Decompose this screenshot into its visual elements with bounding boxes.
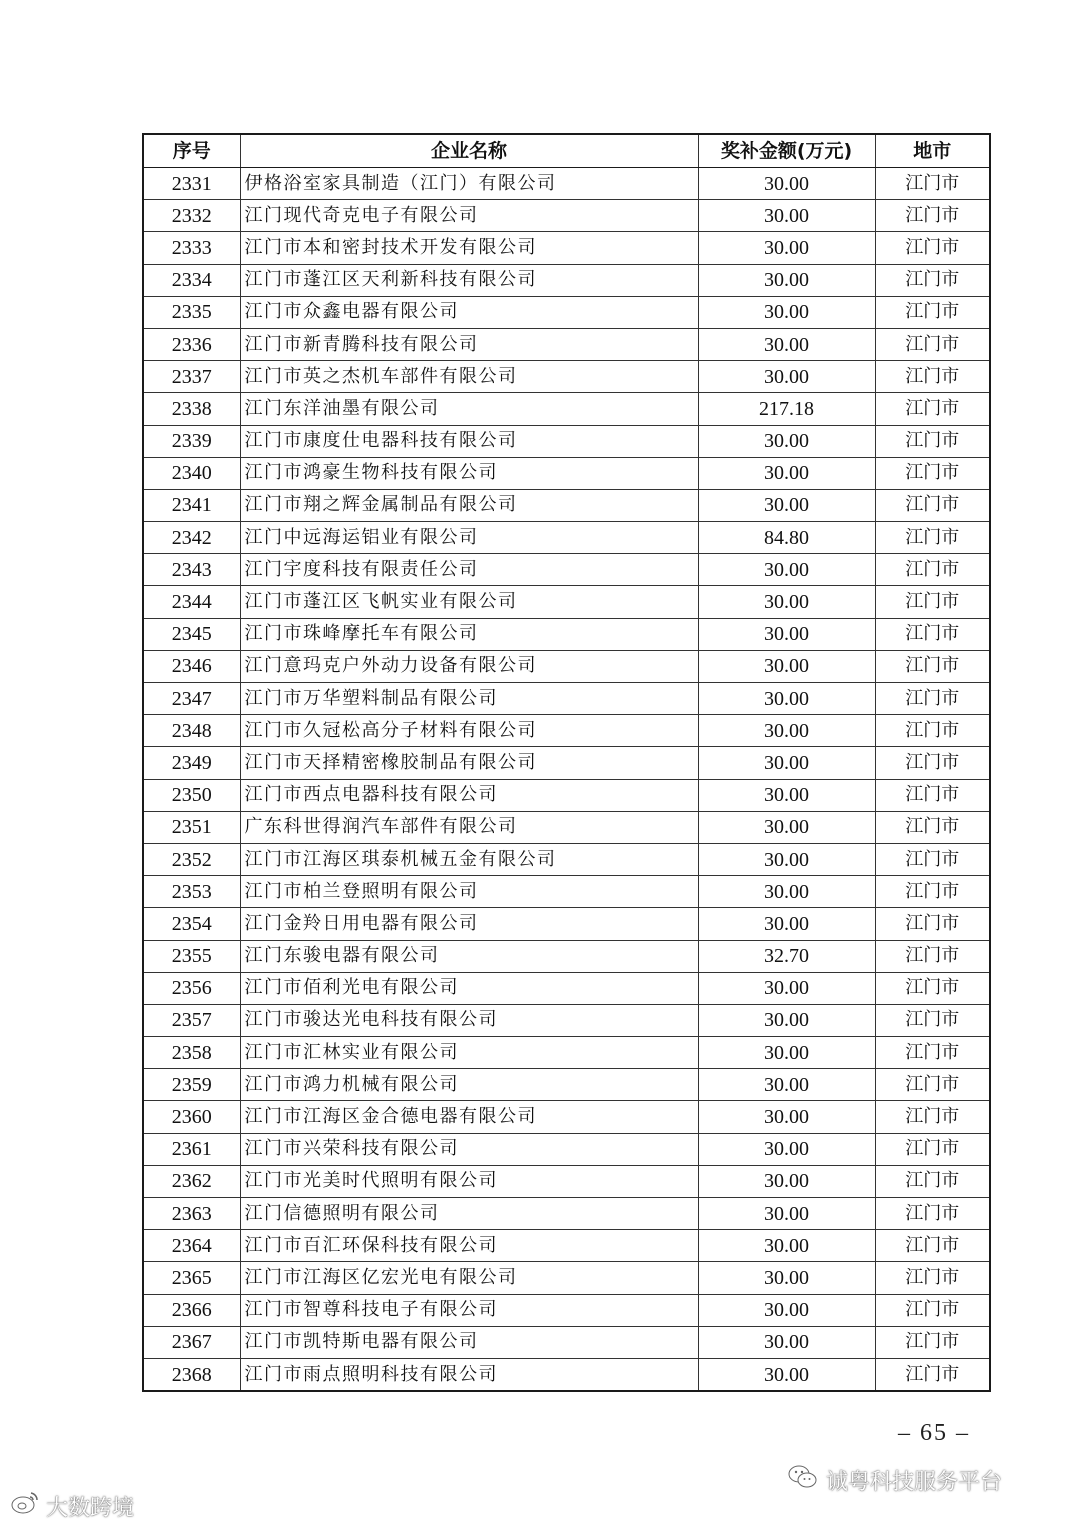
table-row (143, 908, 990, 940)
cell-city: 江门市 (875, 393, 990, 425)
cell-serial-number: 2365 (143, 1262, 240, 1294)
cell-city: 江门市 (875, 1230, 990, 1262)
cell-city: 江门市 (875, 1326, 990, 1358)
table-row (143, 715, 990, 747)
cell-serial-number: 2356 (143, 972, 240, 1004)
table-row (143, 232, 990, 264)
cell-subsidy-amount: 84.80 (698, 522, 875, 554)
cell-company-name: 江门金羚日用电器有限公司 (240, 908, 698, 940)
table-header (143, 134, 990, 168)
cell-city: 江门市 (875, 1069, 990, 1101)
cell-subsidy-amount: 30.00 (698, 1165, 875, 1197)
cell-city: 江门市 (875, 908, 990, 940)
table-row (143, 876, 990, 908)
table-row (143, 1294, 990, 1326)
cell-serial-number: 2344 (143, 586, 240, 618)
cell-serial-number: 2345 (143, 618, 240, 650)
table-row (143, 779, 990, 811)
table-row (143, 940, 990, 972)
cell-city: 江门市 (875, 232, 990, 264)
cell-serial-number: 2355 (143, 940, 240, 972)
cell-serial-number: 2362 (143, 1165, 240, 1197)
cell-serial-number: 2353 (143, 876, 240, 908)
cell-company-name: 江门东洋油墨有限公司 (240, 393, 698, 425)
cell-subsidy-amount: 30.00 (698, 1230, 875, 1262)
cell-subsidy-amount: 30.00 (698, 618, 875, 650)
cell-company-name: 江门市鸿力机械有限公司 (240, 1069, 698, 1101)
cell-subsidy-amount: 30.00 (698, 264, 875, 296)
table-row (143, 554, 990, 586)
cell-serial-number: 2347 (143, 683, 240, 715)
table-row (143, 1069, 990, 1101)
cell-city: 江门市 (875, 843, 990, 875)
cell-subsidy-amount: 30.00 (698, 586, 875, 618)
table-row (143, 586, 990, 618)
cell-subsidy-amount: 30.00 (698, 683, 875, 715)
cell-company-name: 江门市佰利光电有限公司 (240, 972, 698, 1004)
table-row (143, 1358, 990, 1391)
cell-serial-number: 2364 (143, 1230, 240, 1262)
cell-serial-number: 2343 (143, 554, 240, 586)
cell-city: 江门市 (875, 200, 990, 232)
cell-city: 江门市 (875, 457, 990, 489)
cell-serial-number: 2350 (143, 779, 240, 811)
cell-city: 江门市 (875, 1037, 990, 1069)
cell-subsidy-amount: 30.00 (698, 554, 875, 586)
cell-subsidy-amount: 30.00 (698, 1358, 875, 1391)
cell-city: 江门市 (875, 1133, 990, 1165)
cell-company-name: 江门中远海运铝业有限公司 (240, 522, 698, 554)
table-row (143, 1326, 990, 1358)
cell-company-name: 江门市智尊科技电子有限公司 (240, 1294, 698, 1326)
cell-subsidy-amount: 30.00 (698, 1294, 875, 1326)
cell-company-name: 江门市汇林实业有限公司 (240, 1037, 698, 1069)
cell-subsidy-amount: 30.00 (698, 908, 875, 940)
cell-serial-number: 2332 (143, 200, 240, 232)
cell-serial-number: 2354 (143, 908, 240, 940)
cell-company-name: 江门市江海区金合德电器有限公司 (240, 1101, 698, 1133)
cell-company-name: 江门市雨点照明科技有限公司 (240, 1358, 698, 1391)
cell-company-name: 江门市鸿豪生物科技有限公司 (240, 457, 698, 489)
cell-serial-number: 2367 (143, 1326, 240, 1358)
cell-serial-number: 2361 (143, 1133, 240, 1165)
cell-company-name: 江门市江海区亿宏光电有限公司 (240, 1262, 698, 1294)
cell-serial-number: 2348 (143, 715, 240, 747)
cell-city: 江门市 (875, 425, 990, 457)
cell-company-name: 江门市凯特斯电器有限公司 (240, 1326, 698, 1358)
subsidy-table (142, 133, 991, 1392)
cell-city: 江门市 (875, 586, 990, 618)
cell-subsidy-amount: 30.00 (698, 1133, 875, 1165)
table-row (143, 618, 990, 650)
table-row (143, 361, 990, 393)
cell-city: 江门市 (875, 522, 990, 554)
table-row (143, 425, 990, 457)
table-row (143, 747, 990, 779)
table-row (143, 1262, 990, 1294)
cell-subsidy-amount: 30.00 (698, 715, 875, 747)
cell-city: 江门市 (875, 650, 990, 682)
cell-city: 江门市 (875, 940, 990, 972)
cell-serial-number: 2349 (143, 747, 240, 779)
table-row (143, 168, 990, 200)
table-row (143, 1133, 990, 1165)
cell-city: 江门市 (875, 168, 990, 200)
cell-city: 江门市 (875, 1165, 990, 1197)
cell-city: 江门市 (875, 1358, 990, 1391)
cell-subsidy-amount: 30.00 (698, 200, 875, 232)
cell-subsidy-amount: 30.00 (698, 811, 875, 843)
table-row (143, 457, 990, 489)
header-serial-number: 序号 (143, 134, 240, 168)
cell-city: 江门市 (875, 618, 990, 650)
cell-subsidy-amount: 30.00 (698, 1069, 875, 1101)
watermark-platform (788, 1464, 1002, 1496)
cell-serial-number: 2339 (143, 425, 240, 457)
cell-company-name: 江门市天择精密橡胶制品有限公司 (240, 747, 698, 779)
header-subsidy-amount: 奖补金额(万元) (698, 134, 875, 168)
table-row (143, 328, 990, 360)
cell-serial-number: 2333 (143, 232, 240, 264)
table-row (143, 1101, 990, 1133)
cell-city: 江门市 (875, 1294, 990, 1326)
table-row (143, 489, 990, 521)
table-row (143, 811, 990, 843)
cell-subsidy-amount: 30.00 (698, 972, 875, 1004)
table-row (143, 1037, 990, 1069)
weibo-icon (10, 1490, 40, 1522)
cell-subsidy-amount: 30.00 (698, 328, 875, 360)
cell-company-name: 江门信德照明有限公司 (240, 1198, 698, 1230)
cell-company-name: 江门市本和密封技术开发有限公司 (240, 232, 698, 264)
cell-city: 江门市 (875, 1198, 990, 1230)
watermark-brand (10, 1490, 134, 1522)
cell-serial-number: 2358 (143, 1037, 240, 1069)
cell-company-name: 江门市英之杰机车部件有限公司 (240, 361, 698, 393)
cell-company-name: 江门宇度科技有限责任公司 (240, 554, 698, 586)
cell-company-name: 江门市江海区琪泰机械五金有限公司 (240, 843, 698, 875)
cell-city: 江门市 (875, 1262, 990, 1294)
wechat-icon (788, 1464, 818, 1496)
table-body (143, 168, 990, 1392)
cell-subsidy-amount: 30.00 (698, 1101, 875, 1133)
cell-city: 江门市 (875, 489, 990, 521)
cell-company-name: 江门市西点电器科技有限公司 (240, 779, 698, 811)
cell-city: 江门市 (875, 1004, 990, 1036)
cell-subsidy-amount: 30.00 (698, 1262, 875, 1294)
cell-company-name: 伊格浴室家具制造（江门）有限公司 (240, 168, 698, 200)
cell-serial-number: 2351 (143, 811, 240, 843)
cell-serial-number: 2346 (143, 650, 240, 682)
cell-serial-number: 2366 (143, 1294, 240, 1326)
cell-serial-number: 2352 (143, 843, 240, 875)
table-row (143, 296, 990, 328)
cell-company-name: 江门市新青腾科技有限公司 (240, 328, 698, 360)
cell-company-name: 广东科世得润汽车部件有限公司 (240, 811, 698, 843)
cell-subsidy-amount: 30.00 (698, 457, 875, 489)
cell-company-name: 江门市柏兰登照明有限公司 (240, 876, 698, 908)
cell-serial-number: 2337 (143, 361, 240, 393)
table-row (143, 1198, 990, 1230)
cell-subsidy-amount: 30.00 (698, 876, 875, 908)
cell-city: 江门市 (875, 296, 990, 328)
table-row (143, 843, 990, 875)
table-row (143, 393, 990, 425)
cell-company-name: 江门东骏电器有限公司 (240, 940, 698, 972)
cell-subsidy-amount: 30.00 (698, 1198, 875, 1230)
table-row (143, 264, 990, 296)
cell-city: 江门市 (875, 779, 990, 811)
cell-city: 江门市 (875, 747, 990, 779)
cell-company-name: 江门市蓬江区天利新科技有限公司 (240, 264, 698, 296)
cell-company-name: 江门市珠峰摩托车有限公司 (240, 618, 698, 650)
cell-serial-number: 2341 (143, 489, 240, 521)
cell-subsidy-amount: 30.00 (698, 1004, 875, 1036)
cell-serial-number: 2335 (143, 296, 240, 328)
cell-serial-number: 2342 (143, 522, 240, 554)
cell-city: 江门市 (875, 683, 990, 715)
table-row (143, 1230, 990, 1262)
cell-serial-number: 2338 (143, 393, 240, 425)
cell-serial-number: 2368 (143, 1358, 240, 1391)
cell-company-name: 江门市万华塑料制品有限公司 (240, 683, 698, 715)
cell-subsidy-amount: 30.00 (698, 843, 875, 875)
cell-company-name: 江门市骏达光电科技有限公司 (240, 1004, 698, 1036)
cell-company-name: 江门市久冠松高分子材料有限公司 (240, 715, 698, 747)
cell-subsidy-amount: 30.00 (698, 747, 875, 779)
cell-company-name: 江门市康度仕电器科技有限公司 (240, 425, 698, 457)
cell-city: 江门市 (875, 554, 990, 586)
header-city: 地市 (875, 134, 990, 168)
cell-company-name: 江门市蓬江区飞帆实业有限公司 (240, 586, 698, 618)
cell-serial-number: 2331 (143, 168, 240, 200)
cell-city: 江门市 (875, 811, 990, 843)
cell-subsidy-amount: 30.00 (698, 361, 875, 393)
header-company-name: 企业名称 (240, 134, 698, 168)
cell-city: 江门市 (875, 876, 990, 908)
cell-subsidy-amount: 30.00 (698, 425, 875, 457)
cell-subsidy-amount: 30.00 (698, 779, 875, 811)
cell-serial-number: 2336 (143, 328, 240, 360)
cell-company-name: 江门意玛克户外动力设备有限公司 (240, 650, 698, 682)
table-row (143, 683, 990, 715)
cell-company-name: 江门市光美时代照明有限公司 (240, 1165, 698, 1197)
cell-company-name: 江门现代奇克电子有限公司 (240, 200, 698, 232)
table-row (143, 1004, 990, 1036)
cell-company-name: 江门市翔之辉金属制品有限公司 (240, 489, 698, 521)
cell-subsidy-amount: 217.18 (698, 393, 875, 425)
page-number: – 65 – (898, 1420, 970, 1446)
header-row (143, 134, 990, 168)
cell-subsidy-amount: 30.00 (698, 232, 875, 264)
cell-city: 江门市 (875, 972, 990, 1004)
cell-serial-number: 2340 (143, 457, 240, 489)
cell-serial-number: 2357 (143, 1004, 240, 1036)
cell-city: 江门市 (875, 328, 990, 360)
cell-subsidy-amount: 30.00 (698, 650, 875, 682)
cell-company-name: 江门市兴荣科技有限公司 (240, 1133, 698, 1165)
cell-city: 江门市 (875, 715, 990, 747)
cell-serial-number: 2359 (143, 1069, 240, 1101)
watermark-brand-text: 大数跨境 (46, 1495, 135, 1521)
cell-serial-number: 2363 (143, 1198, 240, 1230)
cell-serial-number: 2360 (143, 1101, 240, 1133)
cell-city: 江门市 (875, 264, 990, 296)
cell-subsidy-amount: 30.00 (698, 168, 875, 200)
cell-subsidy-amount: 30.00 (698, 489, 875, 521)
table-row (143, 972, 990, 1004)
cell-serial-number: 2334 (143, 264, 240, 296)
cell-company-name: 江门市百汇环保科技有限公司 (240, 1230, 698, 1262)
cell-subsidy-amount: 30.00 (698, 296, 875, 328)
table-row (143, 650, 990, 682)
table-row (143, 1165, 990, 1197)
watermark-platform-text: 诚粤科技服务平台 (826, 1469, 1003, 1495)
cell-city: 江门市 (875, 1101, 990, 1133)
table-row (143, 522, 990, 554)
cell-subsidy-amount: 32.70 (698, 940, 875, 972)
cell-subsidy-amount: 30.00 (698, 1037, 875, 1069)
cell-subsidy-amount: 30.00 (698, 1326, 875, 1358)
table-row (143, 200, 990, 232)
cell-company-name: 江门市众鑫电器有限公司 (240, 296, 698, 328)
cell-city: 江门市 (875, 361, 990, 393)
